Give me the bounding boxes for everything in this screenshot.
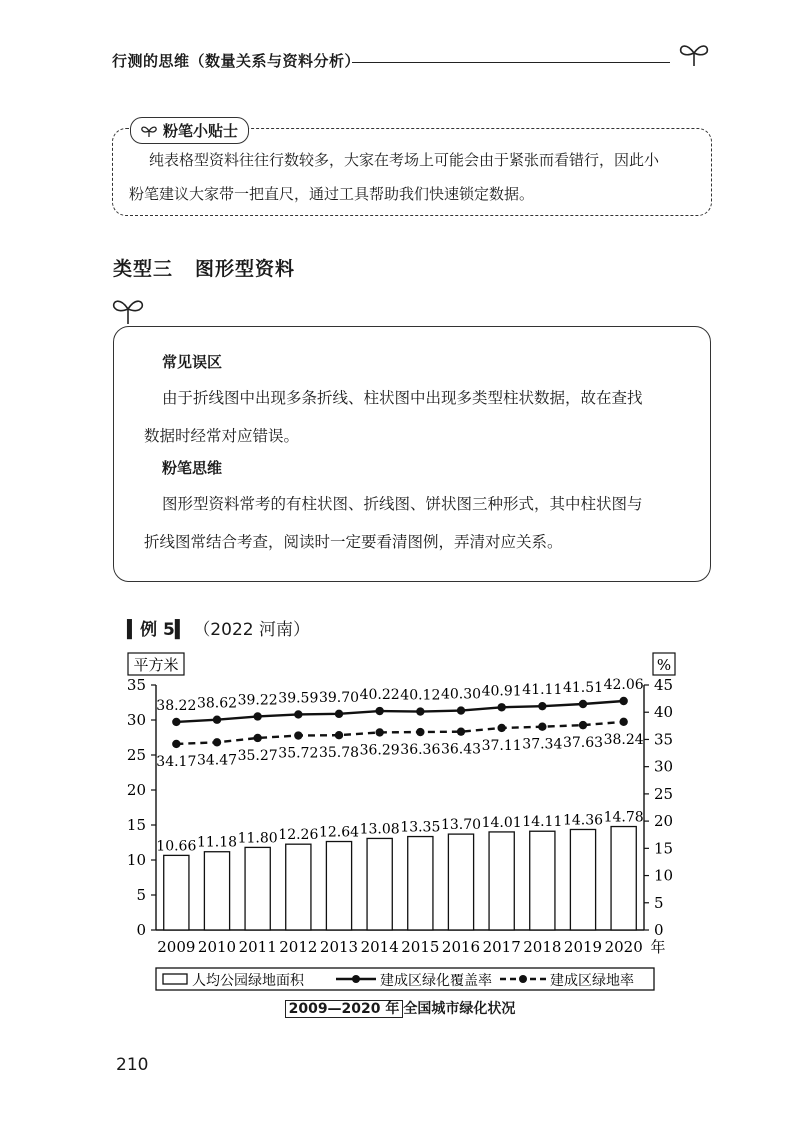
thinking-text: 图形型资料常考的有柱状图、折线图、饼状图三种形式，其中柱状图与 折线图常结合考查，阅读时一定要看清图例，弄清对应关系。 [144, 495, 643, 551]
bar-data-label: 13.35 [400, 819, 441, 836]
sprout-icon [141, 124, 157, 138]
tip-badge [130, 117, 249, 144]
coverage-rate-label: 40.22 [359, 687, 400, 704]
greenland-rate-label: 37.63 [562, 735, 604, 752]
greenland-rate-label: 37.11 [481, 737, 522, 754]
coverage-rate-label: 40.91 [481, 683, 522, 700]
legend-bar-swatch [163, 974, 187, 984]
greenland-rate-label: 34.17 [156, 753, 197, 770]
example-number: 例 5 [140, 620, 175, 640]
bar-data-label: 13.70 [440, 817, 482, 834]
left-tick-label: 35 [126, 676, 146, 694]
bar [326, 842, 351, 930]
greenland-rate-point [579, 721, 587, 729]
x-tick-label: 2012 [279, 938, 318, 956]
greenland-rate-point [213, 738, 221, 746]
coverage-rate-point [416, 707, 424, 715]
bar [489, 832, 514, 930]
coverage-rate-point [538, 702, 546, 710]
greenland-rate-label: 35.27 [237, 747, 278, 764]
sprout-icon [676, 38, 712, 68]
greenland-rate-point [253, 734, 261, 742]
coverage-rate-label: 42.06 [603, 677, 644, 694]
x-tick-label: 2009 [157, 938, 196, 956]
coverage-rate-point [497, 703, 505, 711]
misconception-text: 由于折线图中出现多条折线、柱状图中出现多类型柱状数据，故在查找 数据时经常对应错误。 [144, 389, 643, 445]
greenland-rate-label: 36.29 [359, 742, 400, 759]
left-tick-label: 25 [126, 746, 146, 764]
bar [204, 852, 229, 930]
bar-data-label: 14.01 [481, 814, 522, 831]
page-number: 210 [116, 1055, 149, 1075]
sprout-icon [108, 292, 148, 326]
greenland-rate-label: 36.43 [440, 741, 482, 758]
bar-data-label: 14.36 [562, 812, 604, 829]
greenland-rate-point [457, 727, 465, 735]
coverage-rate-label: 38.62 [196, 695, 238, 712]
coverage-rate-label: 41.11 [522, 682, 563, 699]
bar [408, 837, 433, 930]
bar-data-label: 14.78 [603, 809, 644, 826]
legend-dashed-label: 建成区绿地率 [550, 973, 634, 989]
coverage-rate-point [375, 707, 383, 715]
coverage-rate-label: 39.59 [278, 690, 319, 707]
left-tick-label: 0 [136, 921, 146, 939]
misconception-title: 常见误区 [162, 353, 223, 371]
example-source: （2022 河南） [193, 620, 310, 640]
thinking-title: 粉笔思维 [162, 459, 223, 477]
coverage-rate-point [335, 710, 343, 718]
bar [245, 847, 270, 930]
right-tick-label: 0 [654, 921, 664, 939]
greenland-rate-point [172, 740, 180, 748]
tip-badge-label: 粉笔小贴士 [163, 122, 239, 140]
legend-dashed-marker [519, 975, 527, 983]
running-header: 行测的思维（数量关系与资料分析） [112, 52, 361, 70]
x-tick-label: 2020 [604, 938, 643, 956]
chart [0, 640, 800, 1000]
tip-line-1: 纯表格型资料往往行数较多，大家在考场上可能会由于紧张而看错行，因此小 [149, 151, 660, 169]
legend-solid-label: 建成区绿化覆盖率 [380, 973, 492, 989]
x-tick-label: 2016 [441, 938, 481, 956]
x-tick-label: 2013 [319, 938, 359, 956]
left-tick-label: 10 [126, 851, 146, 869]
greenland-rate-point [335, 731, 343, 739]
section-type: 类型三 [113, 258, 174, 280]
example-label: ▍例 5▍ （2022 河南） [127, 620, 310, 640]
bar-data-label: 13.08 [359, 821, 400, 838]
greenland-rate-point [294, 731, 302, 739]
x-tick-label: 2019 [563, 938, 603, 956]
x-tick-label: 2017 [482, 938, 521, 956]
x-tick-label: 2014 [360, 938, 399, 956]
greenland-rate-point [497, 724, 505, 732]
bar-data-label: 12.26 [278, 827, 319, 844]
right-tick-label: 5 [654, 893, 664, 912]
left-tick-label: 20 [126, 781, 146, 799]
coverage-rate-label: 38.22 [156, 697, 197, 714]
right-tick-label: 15 [654, 839, 674, 858]
greenland-rate-point [416, 728, 424, 736]
x-tick-label: 2011 [238, 938, 277, 956]
coverage-rate-point [457, 706, 465, 714]
legend-bar-label: 人均公园绿地面积 [192, 973, 304, 989]
x-tick-label: 2018 [523, 938, 562, 956]
bar-data-label: 14.11 [522, 814, 563, 831]
left-unit-label: 平方米 [133, 656, 179, 674]
right-tick-label: 20 [654, 812, 674, 831]
coverage-rate-point [213, 716, 221, 724]
right-tick-label: 10 [654, 866, 674, 885]
bar [448, 834, 473, 930]
right-tick-label: 30 [654, 757, 674, 776]
x-axis-unit: 年 [650, 938, 666, 956]
section-title [113, 254, 317, 281]
left-tick-label: 15 [126, 816, 146, 834]
x-tick-label: 2015 [401, 938, 440, 956]
chart-title [0, 998, 800, 1018]
greenland-rate-label: 38.24 [603, 731, 644, 748]
coverage-rate-point [294, 710, 302, 718]
greenland-rate-label: 35.78 [318, 745, 360, 762]
coverage-rate-label: 40.30 [440, 686, 482, 703]
legend-solid-marker [352, 975, 360, 983]
header-rule [352, 62, 670, 63]
coverage-rate-label: 40.12 [400, 687, 441, 704]
greenland-rate-label: 36.36 [400, 742, 441, 759]
coverage-rate-label: 39.70 [318, 689, 360, 706]
coverage-rate-label: 41.51 [562, 680, 604, 697]
bar-data-label: 11.80 [237, 830, 278, 847]
tip-body [129, 143, 660, 211]
chart-title-rest: 全国城市绿化状况 [403, 1001, 516, 1017]
right-tick-label: 40 [654, 703, 674, 722]
bar-data-label: 10.66 [156, 838, 197, 855]
bar [611, 827, 636, 930]
greenland-rate-point [375, 728, 383, 736]
greenland-rate-label: 34.47 [196, 752, 238, 769]
bar [530, 831, 555, 930]
right-tick-label: 45 [654, 676, 674, 694]
left-tick-label: 5 [136, 886, 146, 904]
coverage-rate-point [172, 718, 180, 726]
section-name: 图形型资料 [195, 258, 296, 280]
chart-title-boxed: 2009—2020 年 [285, 1000, 404, 1018]
bar [367, 838, 392, 930]
greenland-rate-label: 37.34 [522, 736, 563, 753]
bar-data-label: 12.64 [318, 824, 360, 841]
coverage-rate-label: 39.22 [237, 692, 278, 709]
left-tick-label: 30 [126, 711, 146, 729]
x-tick-label: 2010 [197, 938, 237, 956]
bar [570, 829, 595, 930]
greenland-rate-point [538, 723, 546, 731]
coverage-rate-point [619, 697, 627, 705]
bar [164, 855, 189, 930]
greenland-rate-point [619, 718, 627, 726]
greenland-rate-label: 35.72 [278, 745, 319, 762]
tip-line-2: 粉笔建议大家带一把直尺，通过工具帮助我们快速锁定数据。 [129, 185, 535, 203]
right-tick-label: 25 [654, 784, 674, 803]
coverage-rate-point [579, 700, 587, 708]
bar-data-label: 11.18 [196, 834, 238, 851]
bar [286, 844, 311, 930]
right-tick-label: 35 [654, 730, 674, 749]
coverage-rate-point [253, 712, 261, 720]
tips-box [113, 326, 711, 582]
right-unit-label: % [656, 656, 672, 674]
